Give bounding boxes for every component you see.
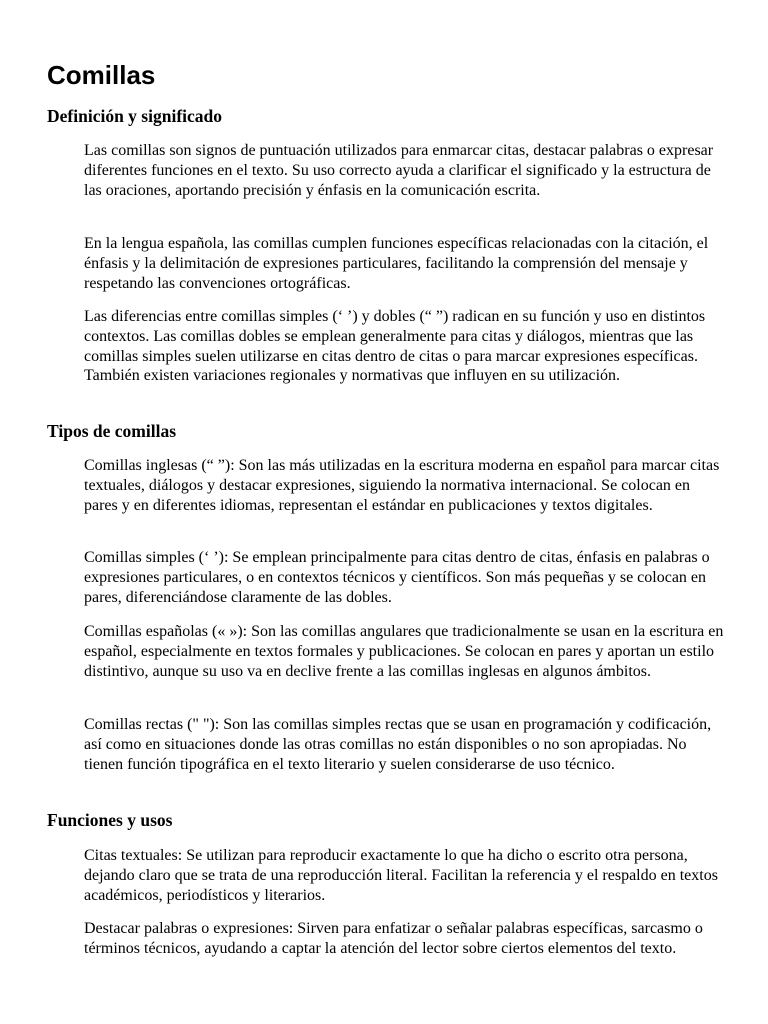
- paragraph: Las comillas son signos de puntuación utilizados para enmarcar citas, destacar palabras o expresar diferentes funciones en el texto. Su uso correcto ayuda a clarificar el significado y la estructura de las oraciones, aportando precisión y énfasis en la comunicación escrita.: [84, 142, 714, 199]
- paragraph: En la lengua española, las comillas cumplen funciones específicas relacionadas con la citación, el énfasis y la delimitación de expresiones particulares, facilitando la comprensión del mensaje y respetando las convenciones ortográficas.: [84, 235, 709, 292]
- paragraph: Destacar palabras o expresiones: Sirven para enfatizar o señalar palabras específicas, sarcasmo o términos técnicos, ayudando a captar la atención del lector sobre ciertos elementos del texto.: [84, 920, 703, 957]
- paragraph: Comillas simples (‘ ’): Se emplean principalmente para citas dentro de citas, énfasis en palabras o expresiones particulares, o en contextos técnicos y científicos. Son más pequeñas y se colocan en pares, diferenciándose claramente de las dobles.: [84, 549, 710, 606]
- paragraph: Comillas españolas (« »): Son las comillas angulares que tradicionalmente se usan en la escritura en español, especialmente en textos formales y publicaciones. Se colocan en pares y aportan un estilo distintivo, aunque su uso va en declive frente a las comillas inglesas en algunos ámbitos.: [84, 623, 724, 680]
- section-heading-tipos: Tipos de comillas: [47, 421, 177, 441]
- paragraph: Comillas inglesas (“ ”): Son las más utilizadas en la escritura moderna en español para marcar citas textuales, diálogos y destacar expresiones, siguiendo la normativa internacional. Se colocan en pares y en diferentes idiomas, representan el estándar en publicaciones y textos digitales.: [84, 457, 720, 514]
- paragraph: Citas textuales: Se utilizan para reproducir exactamente lo que ha dicho o escrito otra persona, dejando claro que se trata de una reproducción literal. Facilitan la referencia y el respaldo en textos académicos, periodísticos y literarios.: [84, 847, 718, 904]
- paragraph: Las diferencias entre comillas simples (‘ ’) y dobles (“ ”) radican en su función y uso en distintos contextos. Las comillas dobles se emplean generalmente para citas y diálogos, mientras que las comillas simples suelen utilizarse en citas dentro de citas o para marcar expresiones específicas. También existen variaciones regionales y normativas que influyen en su utilización.: [84, 308, 706, 385]
- paragraph: Comillas rectas (" "): Son las comillas simples rectas que se usan en programación y codificación, así como en situaciones donde las otras comillas no están disponibles o no son apropiadas. No tienen función tipográfica en el texto literario y suelen considerarse de uso técnico.: [84, 716, 712, 773]
- section-heading-funciones: Funciones y usos: [47, 810, 173, 830]
- page-title: Comillas: [47, 60, 156, 90]
- section-heading-definicion: Definición y significado: [47, 106, 223, 126]
